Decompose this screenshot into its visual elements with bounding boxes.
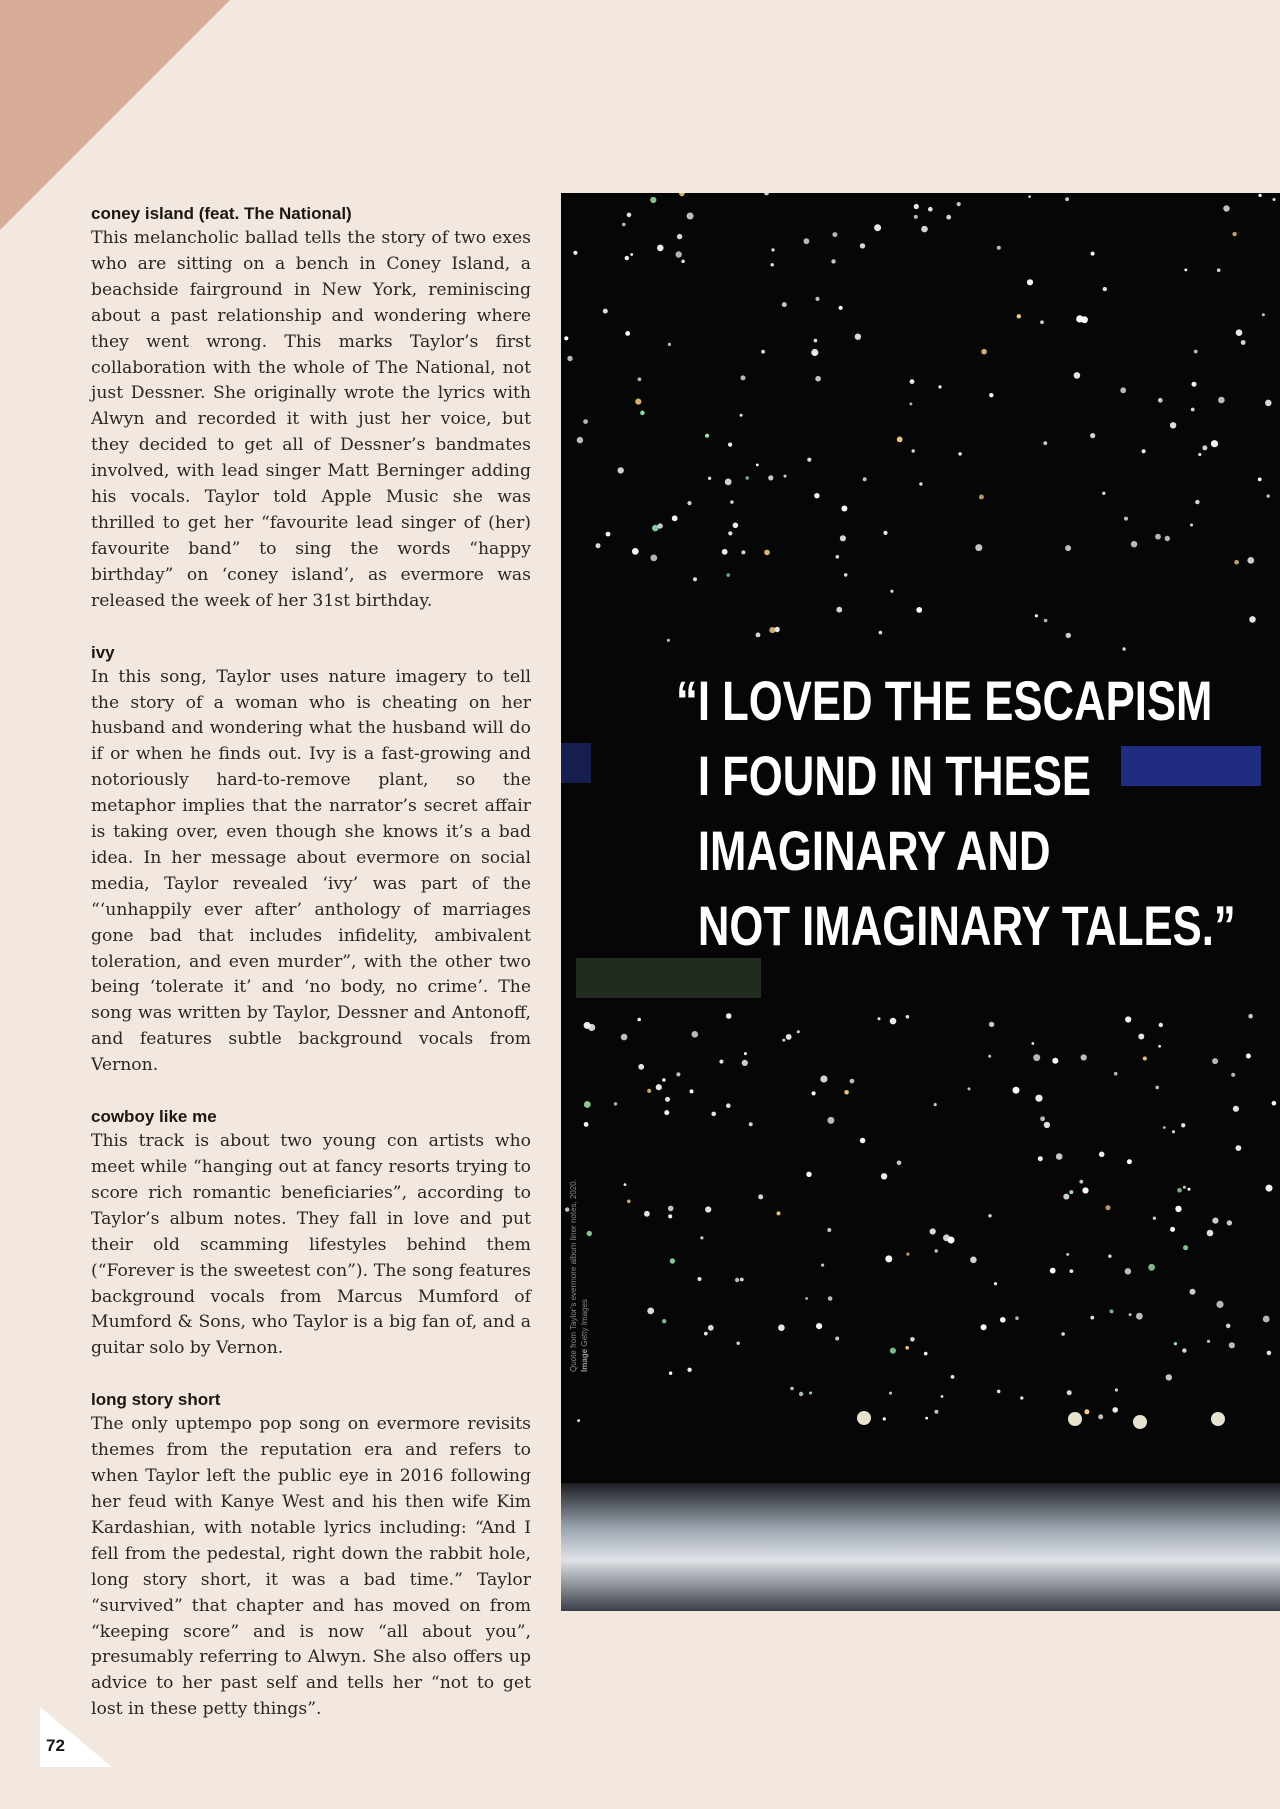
image-source: Getty Images xyxy=(580,1299,589,1347)
section-body: The only uptempo pop song on evermore revisits themes from the reputation era and refers to when Taylor left the public eye in 2016 following her feud with Kanye West and his then wife Kim Kardashian, with notable lyrics including: “And I fell from the pedestal, right down the rabbit hole, long story short, it was a bad time.” Taylor “survived” that chapter and has moved on from “keeping score” and is now “all about you”, presumably referring to Alwyn. She also offers up advice to her past self and tells her “not to get lost in these petty things”. xyxy=(91,1414,531,1720)
section-title: long story short xyxy=(91,1390,221,1410)
section-title: coney island (feat. The National) xyxy=(91,204,352,223)
section-title: ivy xyxy=(91,642,115,662)
article-column xyxy=(91,202,531,1749)
section-body: This melancholic ballad tells the story of two exes who are sitting on a bench in Coney Island, a beachside fairground in New York, reminiscing about a past relationship and wondering where they went wrong. This marks Taylor’s first collaboration with the whole of The National, not just Dessner. She originally wrote the lyrics with Alwyn and recorded it with just her voice, but they decided to get all of Dessner’s bandmates involved, with lead singer Matt Berninger adding his vocals. Taylor told Apple Music she was thrilled to get her “favourite lead singer of (her) favourite band” to sing the words “happy birthday” on ‘coney island’, as evermore was released the week of her 31st birthday. xyxy=(91,228,531,611)
quote-line-4: NOT IMAGINARY TALES.” xyxy=(697,894,1236,957)
section-long-story-short xyxy=(91,1388,531,1723)
corner-decoration xyxy=(0,0,230,230)
section-body: This track is about two young con artists who meet while “hanging out at fancy resorts trying to score rich romantic beneficiaries”, according to Taylor’s album notes. They fall in love and put their old scamming lifestyles behind them (“Forever is the sweetest con”). The song features background vocals from Marcus Mumford of Mumford & Sons, who Taylor is a big fan of, and a guitar solo by Vernon. xyxy=(91,1131,531,1359)
concert-photo xyxy=(561,193,1280,1611)
quote-line-3: IMAGINARY AND xyxy=(697,819,1051,882)
pull-quote xyxy=(676,663,1236,963)
section-cowboy-like-me xyxy=(91,1105,531,1362)
section-title: cowboy like me xyxy=(91,1107,217,1127)
quote-line-1: “I LOVED THE ESCAPISM xyxy=(676,669,1213,732)
image-label: Image xyxy=(580,1348,589,1372)
section-ivy xyxy=(91,641,531,1080)
quote-source: Quote from Taylor’s evermore album liner notes, 2020. xyxy=(569,1179,578,1372)
page-number: 72 xyxy=(46,1736,65,1755)
quote-line-2: I FOUND IN THESE xyxy=(697,744,1091,807)
photo-credit xyxy=(568,1142,590,1372)
section-body: In this song, Taylor uses nature imagery to tell the story of a woman who is cheating on her husband and wondering what the husband will do if or when he finds out. Ivy is a fast-growing and notoriously hard-to-remove plant, so the metaphor implies that the narrator’s secret affair is taking over, even though she knows it’s a bad idea. In her message about evermore on social media, Taylor revealed ‘ivy’ was part of the “‘unhappily ever after’ anthology of marriages gone bad that includes infidelity, ambivalent toleration, and even murder”, with the other two being ‘tolerate it’ and ‘no body, no crime’. The song was written by Taylor, Dessner and Antonoff, and features subtle background vocals from Vernon. xyxy=(91,666,531,1076)
section-coney-island xyxy=(91,202,531,615)
